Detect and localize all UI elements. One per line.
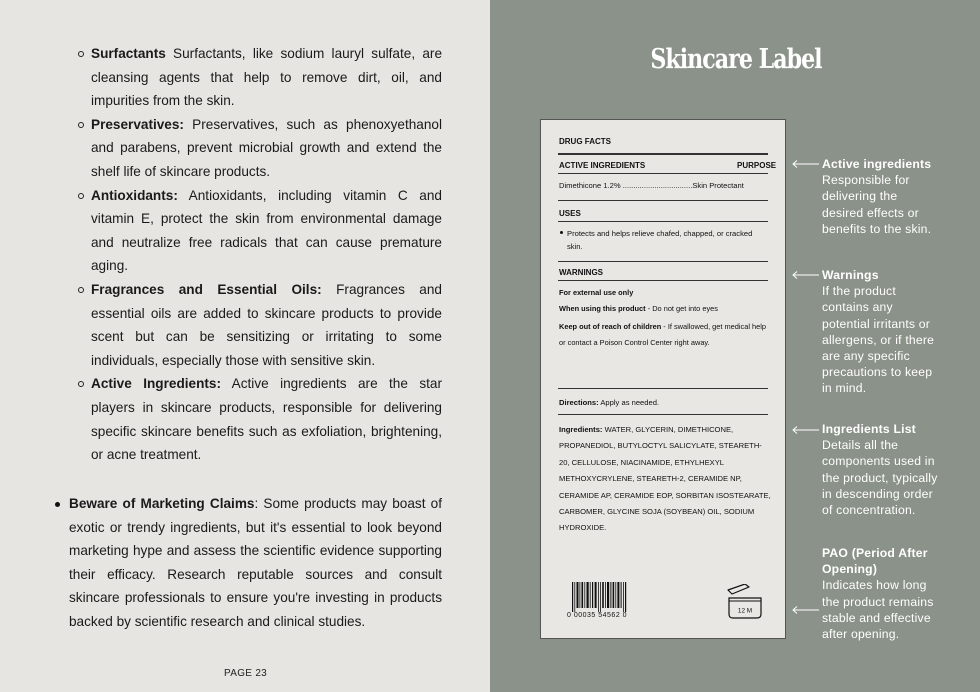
uses-heading: USES xyxy=(559,209,581,218)
annotation-active-ingredients xyxy=(822,156,942,237)
marketing-claims-bullet xyxy=(55,492,442,634)
item-term: Preservatives: xyxy=(91,116,184,132)
arrow-left-icon xyxy=(791,606,819,614)
annotation-title: Active ingredients xyxy=(822,157,932,171)
uses-item-text: Protects and helps relieve chafed, chapped, or cracked skin. xyxy=(567,229,753,251)
annotation-ingredients-list xyxy=(822,421,942,518)
divider xyxy=(558,280,768,281)
directions-body: Apply as needed. xyxy=(598,398,660,407)
page-title: Skincare Label xyxy=(650,44,822,75)
keep-out-text xyxy=(559,319,771,351)
ingredients-label: Ingredients: xyxy=(559,425,603,434)
annotation-pao xyxy=(822,545,946,642)
circle-bullet-icon xyxy=(78,193,84,199)
keep-out-label: Keep out of reach of children xyxy=(559,322,662,331)
item-term: Antioxidants: xyxy=(91,187,178,203)
annotation-text: Responsible for delivering the desired effects or benefits to the skin. xyxy=(822,173,932,236)
item-term: Active Ingredients: xyxy=(91,376,221,392)
arrow-left-icon xyxy=(791,160,819,168)
circle-bullet-icon xyxy=(78,287,84,293)
bullet-icon xyxy=(560,231,563,234)
disc-bullet-icon xyxy=(55,502,60,507)
item-text: Antioxidants, including vitamin C and vitamin E, protect the skin from environmental damage and neutralize free radicals that can cause premature aging. xyxy=(91,187,442,274)
active-ingredient-line: Dimethicone 1.2% .................................Skin Protectant xyxy=(559,181,744,190)
marketing-claims-term: Beware of Marketing Claims xyxy=(69,496,255,511)
page-number: PAGE 23 xyxy=(224,668,268,679)
divider xyxy=(558,388,768,389)
list-item xyxy=(78,42,442,113)
when-using-body: - Do not get into eyes xyxy=(645,304,718,313)
item-term: Fragrances and Essential Oils: xyxy=(91,281,322,297)
when-using-label: When using this product xyxy=(559,304,646,313)
barcode-number: 0 00035 54562 0 xyxy=(567,612,628,619)
directions-text xyxy=(559,397,659,408)
open-jar-icon xyxy=(725,584,765,620)
ingredients-body: WATER, GLYCERIN, DIMETHICONE, PROPANEDIOL, BUTYLOCTYL SALICYLATE, STEARETH-20, CELLULOSE, NIACINAMIDE, ETHYLHEXYL METHOXYCRYLENE, STEARETH-2, CERAMIDE NP, CERAMIDE AP, CERAMIDE EOP, SORBITAN ISOSTEARATE, CARBOMER, GLYCINE SOJA (SOYBEAN) OIL, SODIUM HYDROXIDE. xyxy=(559,425,771,533)
divider xyxy=(558,414,768,415)
annotation-title: PAO (Period After Opening) xyxy=(822,546,928,577)
annotation-text: Details all the components used in the product, typically in descending order of concentration. xyxy=(822,438,938,518)
annotation-warnings xyxy=(822,267,942,397)
divider xyxy=(558,200,768,201)
circle-bullet-icon xyxy=(78,122,84,128)
list-item xyxy=(78,113,442,184)
directions-label: Directions: xyxy=(559,398,599,407)
circle-bullet-icon xyxy=(78,51,84,57)
marketing-claims-body: : Some products may boast of exotic or trendy ingredients, but it's essential to look beyond marketing hype and assess the scientific evidence supporting their efficacy. Research reputable sources and consult skincare professionals to ensure you're investing in products backed by scientific research and clinical studies. xyxy=(69,496,442,629)
drug-facts-label xyxy=(540,119,786,639)
arrow-left-icon xyxy=(791,426,819,434)
item-text: Preservatives, such as phenoxyethanol and parabens, prevent microbial growth and extend the shelf life of skincare products. xyxy=(91,116,442,179)
item-text: Surfactants, like sodium lauryl sulfate, are cleansing agents that help to remove dirt, oil, and impurities from the skin. xyxy=(91,46,442,109)
right-page xyxy=(490,0,980,692)
divider xyxy=(558,221,768,222)
list-item xyxy=(78,278,442,372)
warnings-heading: WARNINGS xyxy=(559,268,603,277)
external-use-text: For external use only xyxy=(559,288,634,297)
divider xyxy=(558,153,768,155)
annotation-text: If the product contains any potential irritants or allergens, or if there are any specific precautions to keep in mind. xyxy=(822,284,935,396)
keep-out-body: - If swallowed, get medical help or contact a Poison Control Center right away. xyxy=(559,322,767,347)
purpose-heading: PURPOSE xyxy=(737,161,777,170)
annotation-title: Ingredients List xyxy=(822,422,916,436)
annotation-text: Indicates how long the product remains stable and effective after opening. xyxy=(822,578,934,642)
list-item xyxy=(78,184,442,278)
divider xyxy=(558,173,768,174)
marketing-claims-text xyxy=(69,492,442,634)
drug-facts-heading: DRUG FACTS xyxy=(559,137,611,146)
barcode-icon xyxy=(572,582,628,612)
pao-label: 12 M xyxy=(737,607,753,615)
item-text: Active ingredients are the star players in skincare products, responsible for delivering specific skincare benefits such as exfoliation, brightening, or acne treatment. xyxy=(91,376,442,463)
list-item xyxy=(78,372,442,466)
circle-bullet-icon xyxy=(78,381,84,387)
active-ingredients-heading: ACTIVE INGREDIENTS xyxy=(559,161,646,170)
divider xyxy=(558,261,768,262)
annotation-title: Warnings xyxy=(822,268,879,282)
ingredient-types-list xyxy=(78,42,442,467)
ingredients-text xyxy=(559,422,771,537)
when-using-text xyxy=(559,303,771,314)
item-text: Fragrances and essential oils are added to skincare products to provide scent but can be sensitizing or irritating to some individuals, especially those with sensitive skin. xyxy=(91,281,442,368)
uses-item xyxy=(567,227,767,253)
item-term: Surfactants xyxy=(91,46,166,61)
arrow-left-icon xyxy=(791,271,819,279)
